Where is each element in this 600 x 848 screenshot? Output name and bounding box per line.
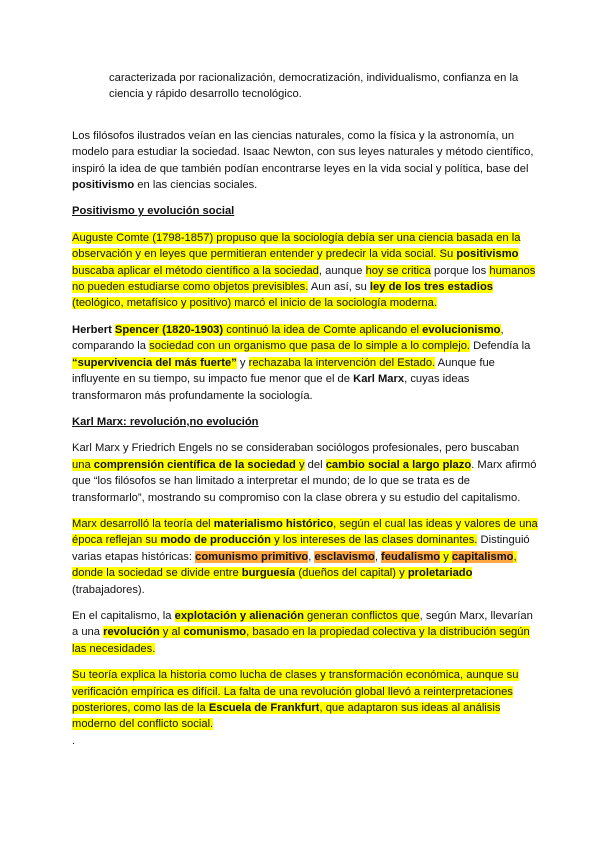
text-run: , según Marx, llevarían a una: [72, 609, 533, 639]
paragraph: [72, 440, 538, 506]
text-run: Aun así, su: [308, 281, 370, 294]
highlighted-text: hoy se critica: [365, 264, 431, 277]
text-run: Distinguió varias etapas históricas:: [72, 534, 530, 563]
bold-text: Karl Marx: [353, 373, 405, 386]
bold-text: Herbert: [72, 323, 115, 336]
text-run: Defendía la: [470, 340, 531, 353]
paragraph: [72, 230, 538, 312]
section-heading: [72, 203, 538, 219]
highlighted-text: sociedad con un organismo que pasa de lo simple a lo complejo.: [149, 340, 471, 353]
highlighted-text: comunismo primitivo: [195, 550, 309, 563]
highlighted-text: Spencer (1820-1903): [114, 323, 224, 336]
indented-paragraph: [72, 70, 538, 103]
highlighted-text: capitalismo: [451, 550, 514, 563]
trailing-dot: .: [72, 735, 76, 747]
highlighted-text: , que adaptaron sus ideas al análisis moderno del conflicto social.: [72, 702, 501, 731]
text-run: Karl Marx: revolución,no evolución: [72, 415, 259, 428]
highlighted-text: generan conflictos que: [303, 609, 420, 622]
text-run: , cuyas ideas transformaron más profundamente la sociología.: [72, 373, 470, 402]
highlighted-text: y: [295, 458, 305, 471]
highlighted-text: cambio social a largo plazo: [325, 458, 472, 471]
text-run: y: [236, 356, 249, 369]
highlighted-text: comprensión científica de la sociedad: [93, 458, 296, 471]
highlighted-text: “supervivencia del más fuerte”: [72, 356, 237, 369]
document-body: [72, 70, 538, 733]
highlighted-text: Marx desarrolló la teoría del: [72, 517, 214, 530]
text-run: en las ciencias sociales.: [134, 179, 258, 192]
highlighted-text: y los intereses de las clases dominantes.: [270, 534, 478, 547]
highlighted-text: ley de los tres estadios: [369, 281, 494, 294]
highlighted-text: (teológico, metafísico y positivo) marcó el inicio de la sociología moderna.: [72, 297, 438, 310]
highlighted-text: y: [440, 550, 452, 563]
highlighted-text: , donde la sociedad se divide entre: [72, 550, 517, 580]
highlighted-text: (dueños del capital) y: [295, 567, 408, 580]
paragraph: [72, 322, 538, 404]
highlighted-text: evolucionismo: [422, 323, 501, 336]
text-run: Los filósofos ilustrados veían en las ciencias naturales, como la física y la astronomía, un modelo para estudiar la sociedad. Isaac Newton, con sus leyes naturales y método científico, inspiró la idea de que también podían encontrarse leyes en la vida social y política, base del: [72, 129, 534, 175]
paragraph: [72, 128, 538, 194]
text-run: (trabajadores).: [72, 583, 145, 596]
text-run: . Marx afirmó que “los filósofos se han limitado a interpretar el mundo; de lo que se trata es de transformarlo”, mostrando su compromiso con la clase obrera y su estudio del capitalismo.: [72, 458, 537, 504]
highlighted-text: burguesía: [241, 567, 296, 580]
highlighted-text: rechazaba la intervención del Estado.: [248, 356, 436, 369]
text-run: ,: [308, 550, 315, 563]
text-run: ,: [374, 550, 382, 563]
section-heading: [72, 414, 538, 430]
bold-text: positivismo: [72, 179, 135, 192]
highlighted-text: comunismo: [183, 626, 247, 639]
paragraph: [72, 608, 538, 657]
highlighted-text: , basado en la propiedad colectiva y la distribución según las necesidades.: [72, 626, 530, 655]
highlighted-text: modo de producción: [160, 534, 271, 547]
text-run: del: [304, 458, 326, 471]
highlighted-text: feudalismo: [381, 550, 441, 563]
text-run: caracterizada por racionalización, democratización, individualismo, confianza en la ciencia y rápido desarrollo tecnológico.: [109, 72, 519, 101]
highlighted-text: , según el cual las ideas y valores de una época reflejan su: [72, 517, 538, 547]
text-run: , comparando la: [72, 323, 504, 353]
text-run: Aunque fue influyente en su tiempo, su impacto fue menor que el de: [72, 356, 495, 386]
text-run: Karl Marx y Friedrich Engels no se consideraban sociólogos profesionales, pero buscaban: [72, 442, 520, 455]
highlighted-text: positivismo: [456, 248, 519, 261]
paragraph: [72, 667, 538, 733]
highlighted-text: una: [72, 458, 94, 471]
text-run: , aunque: [318, 264, 366, 277]
highlighted-text: Su teoría explica la historia como lucha de clases y transformación económica, aunque su verificación empírica es difícil. La falta de una revolución global llevó a reinterpretaciones posteriores, como las de la: [72, 669, 519, 714]
highlighted-text: esclavismo: [314, 550, 375, 563]
paragraph: [72, 516, 538, 598]
highlighted-text: continuó la idea de Comte aplicando el: [223, 323, 423, 336]
highlighted-text: materialismo histórico: [213, 517, 334, 530]
text-run: En el capitalismo, la: [72, 609, 175, 622]
highlighted-text: revolución: [103, 626, 160, 639]
text-run: porque los: [430, 264, 490, 277]
text-run: Positivismo y evolución social: [72, 205, 235, 218]
highlighted-text: Escuela de Frankfurt: [208, 702, 320, 714]
highlighted-text: buscaba aplicar el método científico a la sociedad: [72, 264, 319, 277]
highlighted-text: Auguste Comte (1798-1857) propuso que la sociología debía ser una ciencia basada en la observación y en leyes que permitieran entender y predecir la vida social. Su: [72, 231, 521, 261]
highlighted-text: explotación y alienación: [174, 609, 304, 622]
highlighted-text: y al: [159, 626, 184, 639]
highlighted-text: humanos no pueden estudiarse como objetos previsibles.: [72, 264, 536, 294]
highlighted-text: proletariado: [407, 567, 473, 580]
